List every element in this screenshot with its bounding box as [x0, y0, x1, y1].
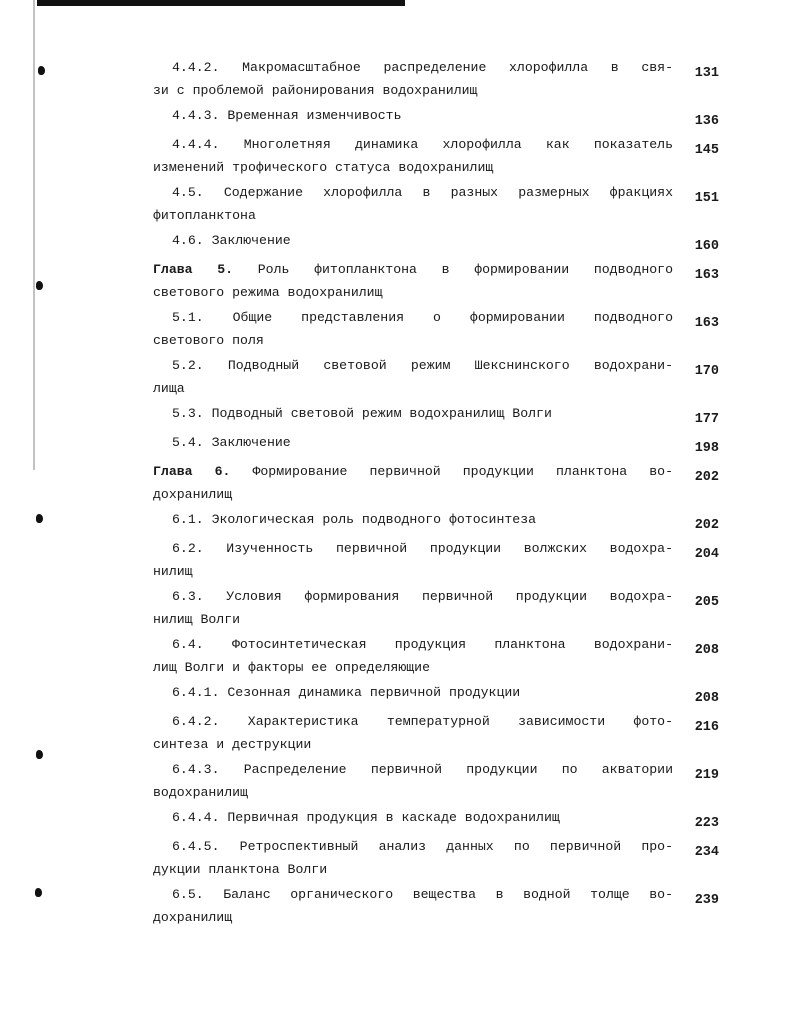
toc-entry-title: [153, 104, 673, 127]
toc-entry-line: 4.4.3. Временная изменчивость: [172, 108, 402, 123]
toc-entry: [153, 402, 719, 431]
toc-entry-line: фитопланктона: [153, 208, 256, 223]
toc-page-number: 204: [694, 547, 719, 562]
toc-entry-line: 4.4.2. Макромасштабное распределение хлорофилла в свя-: [172, 60, 673, 75]
toc-entry-line: синтеза и деструкции: [153, 737, 312, 752]
toc-entry-title: [153, 537, 673, 583]
toc-entry-title: [153, 835, 673, 881]
toc-entry-line: [153, 258, 673, 281]
toc-entry-line: дукции планктона Волги: [153, 862, 328, 877]
toc-page-number: 208: [694, 643, 719, 658]
toc-entry: [153, 835, 719, 881]
toc-page-number: 239: [694, 893, 719, 908]
toc-entry: [153, 133, 719, 179]
toc-entry-line: 6.1. Экологическая роль подводного фотосинтеза: [172, 512, 537, 527]
toc-entry-line: 4.4.4. Многолетняя динамика хлорофилла как показатель: [172, 137, 673, 152]
toc-page-number: 219: [694, 768, 719, 783]
toc-page-number: 234: [694, 845, 719, 860]
toc-page-number: 202: [694, 518, 719, 533]
toc-entry: [153, 883, 719, 929]
toc-entry-title: [153, 508, 673, 531]
toc-entry-line: нилищ Волги: [153, 612, 241, 627]
chapter-title: Формирование первичной продукции планктона во-: [252, 464, 673, 479]
toc-page-number: 145: [694, 143, 719, 158]
toc-page-number: 208: [694, 691, 719, 706]
toc-entry-line: 6.3. Условия формирования первичной продукции водохра-: [172, 589, 673, 604]
toc-entry: [153, 354, 719, 400]
toc-entry-line: 6.4.3. Распределение первичной продукции по акватории: [172, 762, 673, 777]
toc-entry-line: светового поля: [153, 333, 264, 348]
toc-chapter-entry: [153, 258, 719, 304]
toc-entry: [153, 56, 719, 102]
toc-page-number: 177: [694, 412, 719, 427]
toc-entry-title: [153, 710, 673, 756]
toc-entry-line: 6.4. Фотосинтетическая продукция планктона водохрани-: [172, 637, 673, 652]
chapter-title: Роль фитопланктона в формировании подводного: [257, 262, 673, 277]
chapter-label: Глава 6.: [153, 464, 231, 479]
toc-page-number: 163: [694, 268, 719, 283]
toc-entry-title: [153, 883, 673, 929]
toc-entry-line: нилищ: [153, 564, 193, 579]
toc-entry-line: 4.5. Содержание хлорофилла в разных размерных фракциях: [172, 185, 673, 200]
toc-entry-title: [153, 806, 673, 829]
toc-entry-line: 6.4.5. Ретроспективный анализ данных по первичной про-: [172, 839, 673, 854]
toc-entry: [153, 537, 719, 583]
toc-entry-line: 6.4.1. Сезонная динамика первичной продукции: [172, 685, 521, 700]
toc-chapter-entry: [153, 460, 719, 506]
scan-artifact: [36, 514, 43, 523]
scan-artifact: [36, 281, 43, 290]
scan-artifact: [35, 888, 42, 897]
scan-artifact: [36, 750, 43, 759]
toc-entry-title: [153, 431, 673, 454]
toc-entry: [153, 710, 719, 756]
toc-entry-line: 5.3. Подводный световой режим водохранилищ Волги: [172, 406, 552, 421]
toc-entry-title: [153, 181, 673, 227]
toc-entry-line: 5.2. Подводный световой режим Шекснинского водохрани-: [172, 358, 673, 373]
toc-entry: [153, 633, 719, 679]
toc-entry: [153, 306, 719, 352]
toc-entry-title: [153, 585, 673, 631]
scan-top-edge: [37, 0, 405, 6]
toc-entry-title: [153, 229, 673, 252]
toc-entry-line: 5.4. Заключение: [172, 435, 291, 450]
toc-entry-line: 6.4.4. Первичная продукция в каскаде водохранилищ: [172, 810, 560, 825]
toc-entry-line: дохранилищ: [153, 487, 233, 502]
toc-entry-title: [153, 56, 673, 102]
toc-entry: [153, 229, 719, 258]
scan-artifact: [38, 66, 45, 75]
toc-entry-line: лищ Волги и факторы ее определяющие: [153, 660, 430, 675]
toc-entry: [153, 181, 719, 227]
toc-entry: [153, 681, 719, 710]
toc-entry: [153, 508, 719, 537]
toc-entry-line: [153, 460, 673, 483]
toc-entry: [153, 758, 719, 804]
toc-page-number: 198: [694, 441, 719, 456]
toc-entry: [153, 431, 719, 460]
toc-page-number: 202: [694, 470, 719, 485]
toc-entry-title: [153, 681, 673, 704]
toc-entry: [153, 806, 719, 835]
toc-entry-line: дохранилищ: [153, 910, 233, 925]
toc-entry-line: 6.2. Изученность первичной продукции волжских водохра-: [172, 541, 673, 556]
scan-left-edge: [33, 0, 35, 470]
toc-page-number: 216: [694, 720, 719, 735]
toc-entry-title: [153, 758, 673, 804]
toc-page-number: 136: [694, 114, 719, 129]
toc-page-number: 160: [694, 239, 719, 254]
toc-page-number: 170: [694, 364, 719, 379]
toc-entry-title: [153, 460, 673, 506]
toc-entry-title: [153, 354, 673, 400]
toc-entry: [153, 585, 719, 631]
toc-entry-line: 6.5. Баланс органического вещества в водной толще во-: [172, 887, 673, 902]
toc-page-number: 205: [694, 595, 719, 610]
toc-entry-title: [153, 306, 673, 352]
toc-page-number: 131: [694, 66, 719, 81]
toc-entry-line: изменений трофического статуса водохранилищ: [153, 160, 494, 175]
toc-entry-line: 5.1. Общие представления о формировании подводного: [172, 310, 673, 325]
toc-page-number: 223: [694, 816, 719, 831]
toc-entry-line: светового режима водохранилищ: [153, 285, 383, 300]
toc-entry-line: лища: [153, 381, 185, 396]
toc-entry-line: зи с проблемой районирования водохранилищ: [153, 83, 478, 98]
toc-entry-line: водохранилищ: [153, 785, 248, 800]
toc-entry-title: [153, 402, 673, 425]
toc-entry-title: [153, 258, 673, 304]
toc-entry-line: 4.6. Заключение: [172, 233, 291, 248]
toc-page-number: 163: [694, 316, 719, 331]
toc-entry-title: [153, 133, 673, 179]
toc-entry: [153, 104, 719, 133]
toc-page-number: 151: [694, 191, 719, 206]
chapter-label: Глава 5.: [153, 262, 234, 277]
toc-entry-line: 6.4.2. Характеристика температурной зависимости фото-: [172, 714, 673, 729]
toc-entry-title: [153, 633, 673, 679]
